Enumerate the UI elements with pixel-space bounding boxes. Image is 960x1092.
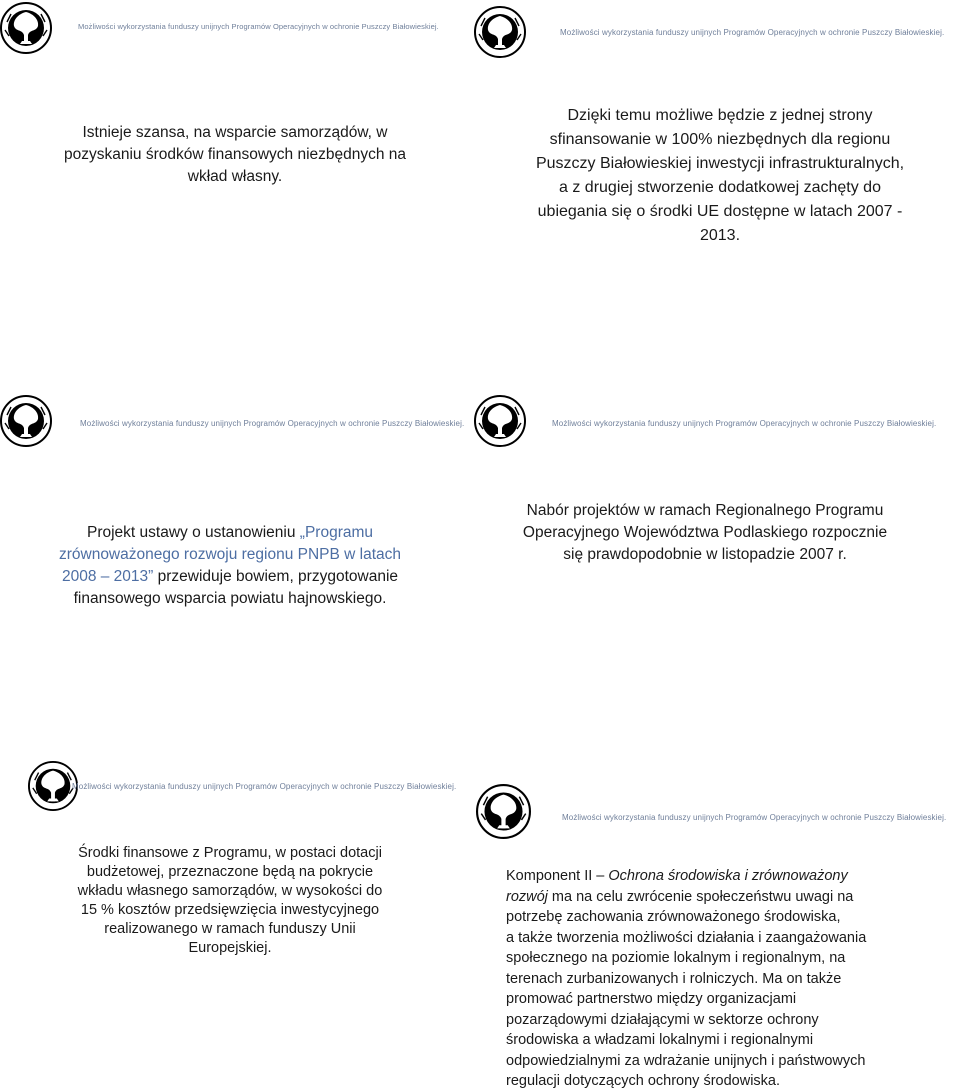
- slide-header: Możliwości wykorzystania funduszy unijnych Programów Operacyjnych w ochronie Puszczy Białowieskiej.: [80, 419, 465, 428]
- logo-icon: [0, 395, 52, 447]
- slide-text: [20, 122, 450, 188]
- text-line: finansowego wsparcia powiatu hajnowskiego.: [73, 590, 387, 607]
- text-line: środowiska a władzami lokalnymi i regionalnymi: [506, 1032, 814, 1048]
- text-line: ubiegania się o środki UE dostępne w latach 2007 -: [537, 203, 903, 220]
- text-line: Istnieje szansa, na wsparcie samorządów, w: [82, 124, 388, 141]
- slide-text: [495, 104, 945, 248]
- text-line: terenach zurbanizowanych i rolniczych. Ma on także: [506, 970, 842, 987]
- logo-icon: [476, 784, 531, 839]
- text-line: Nabór projektów w ramach Regionalnego Programu: [526, 502, 884, 519]
- slide-header: Możliwości wykorzystania funduszy unijnych Programów Operacyjnych w ochronie Puszczy Białowieskiej.: [552, 419, 937, 428]
- text-line: Komponent II – Ochrona środowiska i zrównoważony: [506, 868, 848, 884]
- text-line: 2013.: [699, 227, 741, 244]
- slide-text: [10, 522, 450, 610]
- slide-text: [20, 844, 440, 958]
- slide-header: Możliwości wykorzystania funduszy unijnych Programów Operacyjnych w ochronie Puszczy Białowieskiej.: [72, 782, 457, 791]
- text-line: Operacyjnego Województwa Podlaskiego rozpocznie: [522, 524, 888, 541]
- text-line: Środki finansowe z Programu, w postaci dotacji: [78, 845, 382, 861]
- text-line: odpowiedzialnymi za wdrażanie unijnych i państwowych: [506, 1052, 866, 1069]
- text-line: a z drugiej stworzenie dodatkowej zachęty do: [559, 179, 881, 196]
- text-line: potrzebę zachowania zrównoważonego środowiska,: [506, 909, 841, 925]
- logo-icon: [28, 761, 78, 811]
- text-line: Puszczy Białowieskiej inwestycji infrastrukturalnych,: [535, 155, 905, 172]
- text-line: rozwój ma na celu zwrócenie społeczeństwu uwagi na: [506, 888, 854, 905]
- logo-icon: [474, 395, 526, 447]
- text-line: się prawdopodobnie w listopadzie 2007 r.: [563, 546, 847, 563]
- slide-header: Możliwości wykorzystania funduszy unijnych Programów Operacyjnych w ochronie Puszczy Białowieskiej.: [562, 813, 947, 822]
- text-line: budżetowej, przeznaczone będą na pokrycie: [86, 864, 374, 880]
- text-line: pozyskaniu środków finansowych niezbędnych na: [63, 146, 407, 163]
- text-line: pozarządowymi działającymi w sektorze ochrony: [506, 1011, 819, 1028]
- text-line: Europejskiej.: [188, 940, 272, 956]
- logo-icon: [474, 6, 526, 58]
- text-line: sfinansowanie w 100% niezbędnych dla regionu: [549, 131, 891, 148]
- slide-text: [506, 866, 946, 1092]
- text-line: wkład własny.: [187, 168, 283, 185]
- text-line: zrównoważonego rozwoju regionu PNPB w latach: [58, 546, 402, 563]
- logo-icon: [0, 2, 52, 54]
- text-line: promować partnerstwo między organizacjami: [506, 991, 797, 1007]
- text-line: 15 % kosztów przedsięwzięcia inwestycyjnego: [80, 902, 380, 918]
- text-line: regulacji dotyczących ochrony środowiska.: [506, 1073, 781, 1089]
- slide-header: Możliwości wykorzystania funduszy unijnych Programów Operacyjnych w ochronie Puszczy Białowieskiej.: [560, 28, 945, 37]
- text-line: wkładu własnego samorządów, w wysokości do: [77, 883, 383, 899]
- text-line: 2008 – 2013” przewiduje bowiem, przygotowanie: [61, 568, 399, 585]
- text-line: realizowanego w ramach funduszy Unii: [104, 921, 356, 937]
- slide-header: Możliwości wykorzystania funduszy unijnych Programów Operacyjnych w ochronie Puszczy Białowieskiej.: [78, 22, 439, 31]
- text-line: Projekt ustawy o ustanowieniu „Programu: [86, 524, 374, 541]
- text-line: a także tworzenia możliwości działania i zaangażowania: [506, 929, 867, 946]
- slide-text: [490, 500, 920, 566]
- text-line: społecznego na poziomie lokalnym i regionalnym, na: [506, 950, 846, 966]
- text-line: Dzięki temu możliwe będzie z jednej strony: [567, 107, 873, 124]
